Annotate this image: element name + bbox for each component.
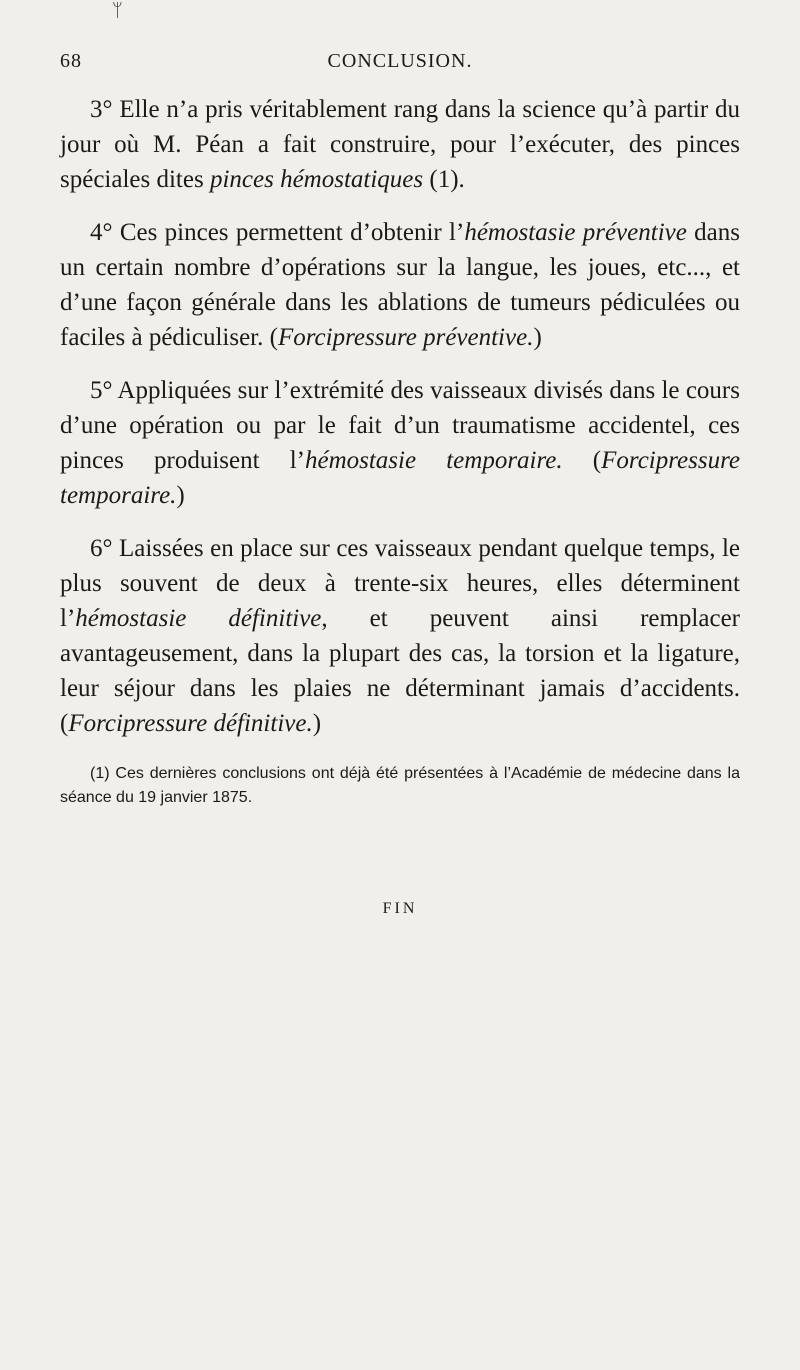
italic-term: pinces hémostatiques <box>209 166 424 193</box>
running-title: CONCLUSION. <box>327 50 473 72</box>
text-run: 5° Appliquées sur l’extrémité des vaisseaux divisés dans le cours d’une opération ou par le fait d’un traumatisme accidentel, ces pinces produisent l’ <box>60 377 740 474</box>
text-run: ( <box>562 447 602 474</box>
text-run: , et peuvent ainsi remplacer avantageusement, dans la plupart des cas, la torsion et la ligature, leur séjour dans les plaies ne déterminant jamais d’accidents. ( <box>60 605 740 737</box>
text-run: 6° Laissées en place sur ces vaisseaux pendant quelque temps, le plus souvent de deux à trente-six heures, elles déterminent l’ <box>60 535 740 632</box>
text-run: ) <box>533 324 542 351</box>
text-run: ) <box>176 482 185 509</box>
italic-term: hémostasie temporaire. <box>304 447 563 474</box>
italic-term: Forcipressure temporaire. <box>60 447 741 509</box>
footnote: (1) Ces dernières conclusions ont déjà été présentées à l’Académie de médecine dans la séance du 19 janvier 1875. <box>60 765 740 806</box>
printer-mark: ᛘ <box>112 0 123 20</box>
text-run: (1). <box>423 166 465 193</box>
body-text <box>60 92 740 759</box>
italic-term: hémostasie définitive <box>75 605 322 632</box>
paragraph <box>60 215 740 355</box>
paragraph <box>60 531 740 741</box>
paragraph <box>60 373 740 513</box>
page-header <box>60 50 740 80</box>
text-run: 3° Elle n’a pris véritablement rang dans la science qu’à partir du jour où M. Péan a fait construire, pour l’exécuter, des pinces spéciales dites <box>60 96 740 193</box>
text-run: dans un certain nombre d’opérations sur la langue, les joues, etc..., et d’une façon générale dans les ablations de tumeurs pédiculées ou faciles à pédiculiser. ( <box>60 219 740 351</box>
italic-term: hémostasie préventive <box>464 219 687 246</box>
text-run: 4° Ces pinces permettent d’obtenir l’ <box>90 219 465 246</box>
paragraph <box>60 92 740 197</box>
italic-term: Forcipressure définitive. <box>68 710 313 737</box>
end-mark: FIN <box>382 900 418 917</box>
italic-term: Forcipressure préventive. <box>277 324 534 351</box>
page-number: 68 <box>60 50 82 72</box>
text-run: ) <box>312 710 322 737</box>
